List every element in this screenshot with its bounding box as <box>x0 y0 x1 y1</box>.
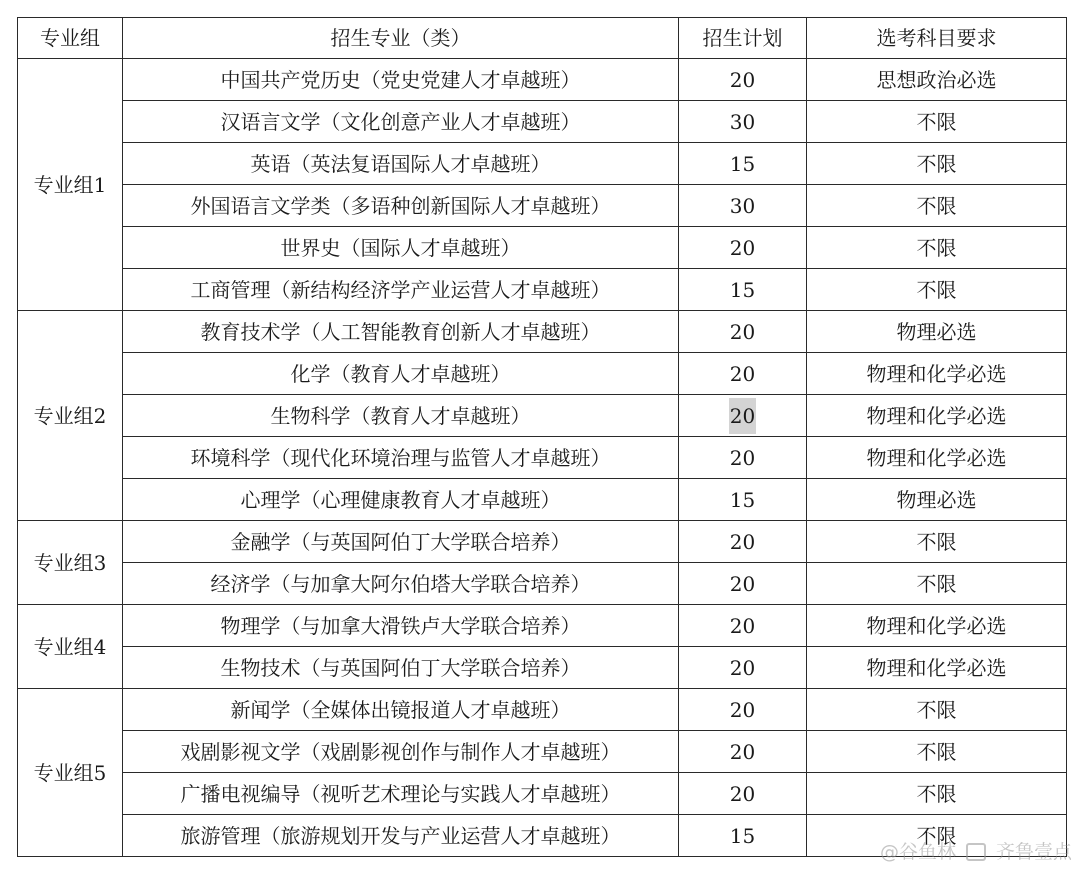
header-plan: 招生计划 <box>679 18 807 59</box>
major-cell: 环境科学（现代化环境治理与监管人才卓越班） <box>123 437 679 479</box>
major-cell: 英语（英法复语国际人才卓越班） <box>123 143 679 185</box>
major-cell: 生物技术（与英国阿伯丁大学联合培养） <box>123 647 679 689</box>
header-group: 专业组 <box>18 18 123 59</box>
plan-cell: 30 <box>679 101 807 143</box>
requirement-cell: 不限 <box>807 815 1067 857</box>
requirement-cell: 不限 <box>807 521 1067 563</box>
table-row <box>18 269 1067 311</box>
table-row <box>18 353 1067 395</box>
table-row <box>18 143 1067 185</box>
group-cell: 专业组1 <box>18 59 123 311</box>
major-cell: 世界史（国际人才卓越班） <box>123 227 679 269</box>
plan-cell: 20 <box>679 731 807 773</box>
requirement-cell: 不限 <box>807 731 1067 773</box>
major-cell: 生物科学（教育人才卓越班） <box>123 395 679 437</box>
major-cell: 广播电视编导（视听艺术理论与实践人才卓越班） <box>123 773 679 815</box>
table-row <box>18 59 1067 101</box>
table-header-row <box>18 18 1067 59</box>
table-row <box>18 227 1067 269</box>
table-row <box>18 689 1067 731</box>
requirement-cell: 不限 <box>807 101 1067 143</box>
major-cell: 物理学（与加拿大滑铁卢大学联合培养） <box>123 605 679 647</box>
plan-cell <box>679 395 807 437</box>
major-cell: 新闻学（全媒体出镜报道人才卓越班） <box>123 689 679 731</box>
table-row <box>18 605 1067 647</box>
requirement-cell: 不限 <box>807 689 1067 731</box>
table-row <box>18 815 1067 857</box>
major-cell: 化学（教育人才卓越班） <box>123 353 679 395</box>
requirement-cell: 不限 <box>807 269 1067 311</box>
requirement-cell: 不限 <box>807 185 1067 227</box>
plan-cell: 20 <box>679 59 807 101</box>
major-cell: 心理学（心理健康教育人才卓越班） <box>123 479 679 521</box>
requirement-cell: 不限 <box>807 143 1067 185</box>
table-row <box>18 521 1067 563</box>
group-cell: 专业组2 <box>18 311 123 521</box>
admission-plan-table <box>17 17 1067 857</box>
plan-cell: 20 <box>679 311 807 353</box>
plan-cell: 30 <box>679 185 807 227</box>
header-requirement: 选考科目要求 <box>807 18 1067 59</box>
requirement-cell: 物理和化学必选 <box>807 437 1067 479</box>
table-row <box>18 731 1067 773</box>
requirement-cell: 不限 <box>807 227 1067 269</box>
major-cell: 经济学（与加拿大阿尔伯塔大学联合培养） <box>123 563 679 605</box>
requirement-cell: 物理必选 <box>807 479 1067 521</box>
major-cell: 教育技术学（人工智能教育创新人才卓越班） <box>123 311 679 353</box>
plan-cell: 20 <box>679 689 807 731</box>
group-cell: 专业组5 <box>18 689 123 857</box>
plan-cell: 20 <box>679 647 807 689</box>
requirement-cell: 思想政治必选 <box>807 59 1067 101</box>
major-cell: 中国共产党历史（党史党建人才卓越班） <box>123 59 679 101</box>
requirement-cell: 物理和化学必选 <box>807 647 1067 689</box>
group-cell: 专业组4 <box>18 605 123 689</box>
highlighted-plan-value: 20 <box>729 398 756 434</box>
plan-cell: 20 <box>679 227 807 269</box>
plan-cell: 20 <box>679 521 807 563</box>
requirement-cell: 不限 <box>807 773 1067 815</box>
table-row <box>18 311 1067 353</box>
table-row <box>18 479 1067 521</box>
requirement-cell: 物理和化学必选 <box>807 605 1067 647</box>
plan-cell: 20 <box>679 437 807 479</box>
table-row <box>18 563 1067 605</box>
major-cell: 汉语言文学（文化创意产业人才卓越班） <box>123 101 679 143</box>
requirement-cell: 物理必选 <box>807 311 1067 353</box>
table-row <box>18 185 1067 227</box>
major-cell: 金融学（与英国阿伯丁大学联合培养） <box>123 521 679 563</box>
plan-cell: 15 <box>679 143 807 185</box>
watermark-author: @谷鱼林 <box>879 841 956 863</box>
table-row <box>18 437 1067 479</box>
major-cell: 外国语言文学类（多语种创新国际人才卓越班） <box>123 185 679 227</box>
table-row <box>18 395 1067 437</box>
requirement-cell: 物理和化学必选 <box>807 395 1067 437</box>
major-cell: 旅游管理（旅游规划开发与产业运营人才卓越班） <box>123 815 679 857</box>
requirement-cell: 物理和化学必选 <box>807 353 1067 395</box>
major-cell: 工商管理（新结构经济学产业运营人才卓越班） <box>123 269 679 311</box>
group-cell: 专业组3 <box>18 521 123 605</box>
header-major: 招生专业（类） <box>123 18 679 59</box>
table-row <box>18 647 1067 689</box>
plan-cell: 15 <box>679 815 807 857</box>
plan-cell: 15 <box>679 269 807 311</box>
plan-cell: 15 <box>679 479 807 521</box>
table-row <box>18 101 1067 143</box>
plan-cell: 20 <box>679 605 807 647</box>
plan-cell: 20 <box>679 773 807 815</box>
requirement-cell: 不限 <box>807 563 1067 605</box>
plan-cell: 20 <box>679 563 807 605</box>
plan-cell: 20 <box>679 353 807 395</box>
watermark-brand: 齐鲁壹点 <box>995 841 1072 863</box>
major-cell: 戏剧影视文学（戏剧影视创作与制作人才卓越班） <box>123 731 679 773</box>
table-row <box>18 773 1067 815</box>
